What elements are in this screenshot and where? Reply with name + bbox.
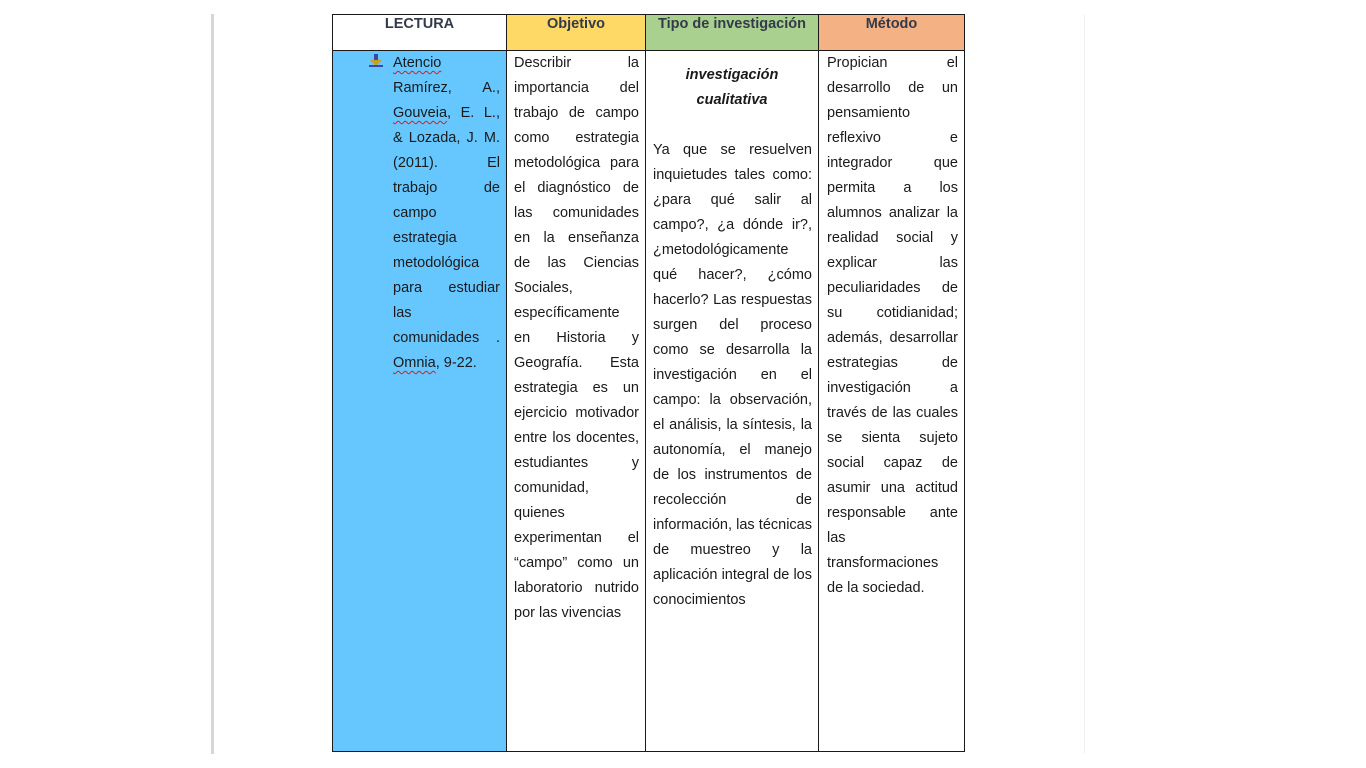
author1-rest: Ramírez, A., <box>393 80 500 96</box>
header-tipo: Tipo de investigación <box>646 15 819 51</box>
header-objetivo: Objetivo <box>507 15 646 51</box>
arrow-bullet-icon <box>369 54 383 68</box>
cell-lectura[interactable] <box>333 51 507 752</box>
header-metodo: Método <box>819 15 965 51</box>
page-left-edge <box>211 14 214 754</box>
table-row <box>333 51 965 752</box>
tipo-text: Ya que se resuelven inquietudes tales como: ¿para qué salir al campo?, ¿a dónde ir?, ¿metodológicamente qué hacer?, ¿cómo hacerlo? Las respuestas surgen del proceso como se desarrolla la investigación en el campo: la observación, el análisis, la síntesis, la autonomía, el manejo de los instrumentos de recolección de información, las técnicas de muestreo y la aplicación integral de los conocimientos <box>653 142 812 608</box>
cell-metodo[interactable] <box>819 51 965 752</box>
tipo-investigacion-type: investigación cualitativa <box>685 67 779 108</box>
header-row <box>333 15 965 51</box>
page-right-edge <box>1084 14 1085 754</box>
cell-tipo[interactable] <box>646 51 819 752</box>
objetivo-text: Describir la importancia del trabajo de campo como estrategia metodológica para el diagnóstico de las comunidades en la enseñanza de las Ciencias Sociales, específicamente en Historia y Geografía. Esta estrategia es un ejercicio motivador entre los docentes, estudiantes y comunidad, quienes experimentan el “campo” como un laboratorio nutrido por las vivencias <box>514 55 639 621</box>
author2-rest: , E. L., & Lozada, J. M. (2011). El trabajo de campo estrategia metodológica para estudiar las comunidades . <box>393 105 500 346</box>
header-lectura: LECTURA <box>333 15 507 51</box>
metodo-text: Propician el desarrollo de un pensamiento reflexivo e integrador que permita a los alumnos analizar la realidad social y explicar las peculiaridades de su cotidianidad; además, desarrollar estrategias de investigación a través de las cuales se sienta sujeto social capaz de asumir una actitud responsable ante las transformaciones de la sociedad. <box>827 55 958 596</box>
author1: Atencio <box>393 55 442 71</box>
journal: Omnia <box>393 355 436 371</box>
research-table <box>332 14 965 752</box>
pages: , 9-22. <box>435 355 477 371</box>
author2: Gouveia <box>393 105 448 121</box>
lectura-reference <box>333 51 506 376</box>
cell-objetivo[interactable] <box>507 51 646 752</box>
